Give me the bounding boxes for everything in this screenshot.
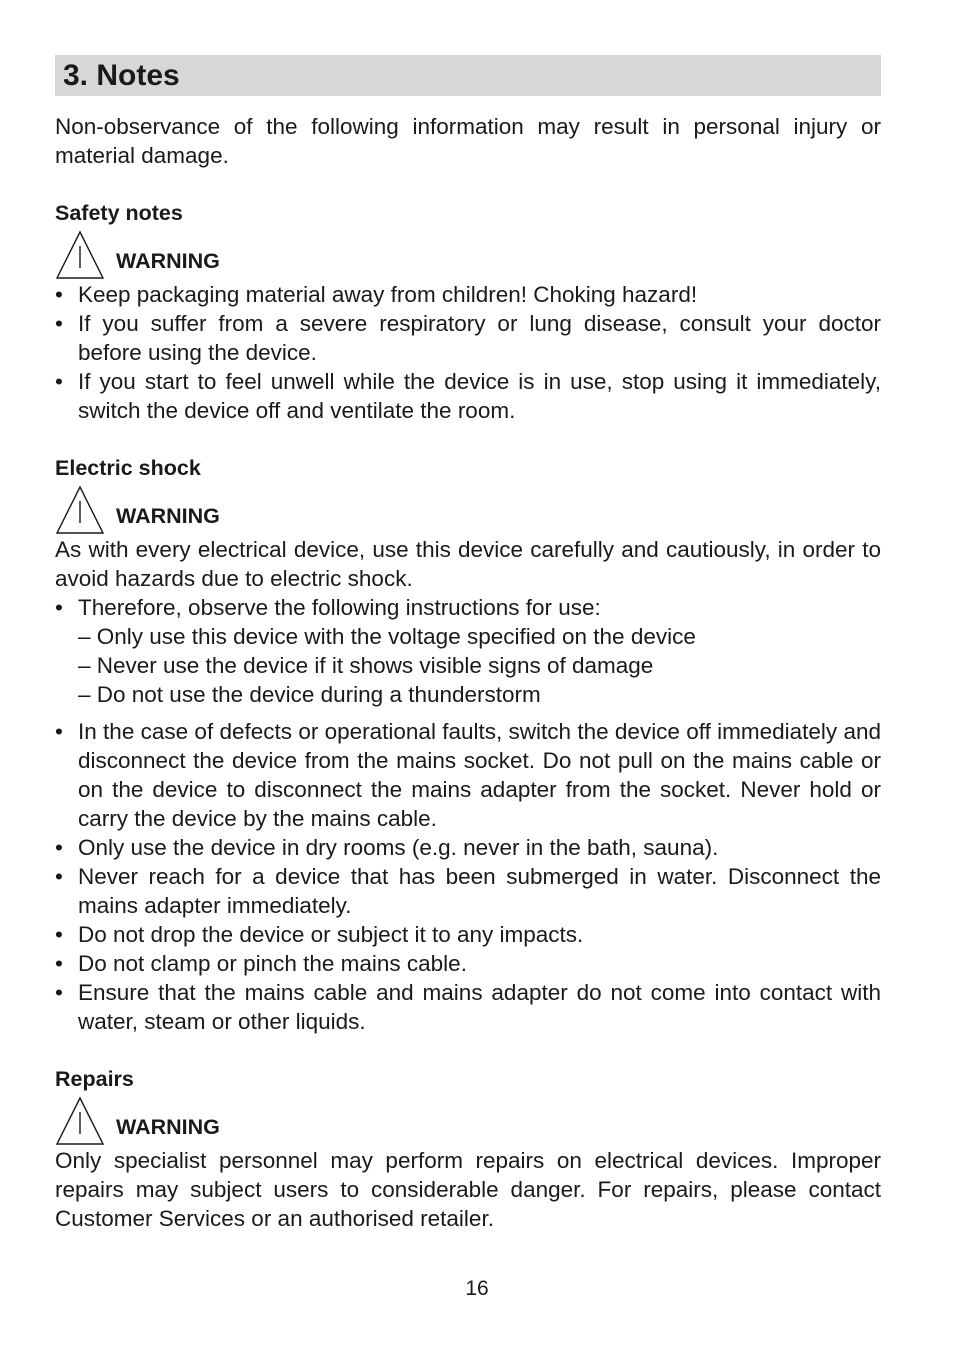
list-item: • Only use the device in dry rooms (e.g. never in the bath, sauna). <box>55 835 719 860</box>
repairs-paragraph: Only specialist personnel may perform repairs on electrical devices. Improper repairs may subject users to considerable danger. For repairs, please contact Customer Services or an authorised retailer. <box>55 1148 881 1231</box>
sub-list-item: – Never use the device if it shows visible signs of damage <box>78 653 654 678</box>
page-title: 3. Notes <box>63 58 180 92</box>
warning-label: WARNING <box>116 1115 220 1139</box>
repairs-warning <box>55 1094 881 1146</box>
list-item: • Never reach for a device that has been submerged in water. Disconnect the mains adapter immediately. <box>55 864 881 918</box>
warning-triangle-icon <box>55 1096 105 1146</box>
page-number: 16 <box>465 1277 489 1300</box>
electric-shock-section <box>55 454 881 1036</box>
list-item: • Therefore, observe the following instructions for use: <box>55 595 601 620</box>
section-heading-bar <box>55 55 881 96</box>
electric-bullet-list-2 <box>55 717 881 1036</box>
repairs-section <box>55 1065 881 1233</box>
warning-label: WARNING <box>116 504 220 528</box>
sub-list-item: – Do not use the device during a thunderstorm <box>78 682 541 707</box>
list-item: • If you start to feel unwell while the device is in use, stop using it immediately, switch the device off and ventilate the room. <box>55 369 881 423</box>
list-item: • Do not clamp or pinch the mains cable. <box>55 951 467 976</box>
repairs-title: Repairs <box>55 1067 134 1091</box>
warning-triangle-icon <box>55 230 105 280</box>
safety-notes-title: Safety notes <box>55 201 183 225</box>
document-page <box>55 55 881 1233</box>
list-item: • In the case of defects or operational faults, switch the device off immediately and disconnect the device from the mains socket. Do not pull on the mains cable or on the device to disconnect the mains adapter from the socket. Never hold or carry the device by the mains cable. <box>55 719 881 831</box>
list-item: • Ensure that the mains cable and mains adapter do not come into contact with water, steam or other liquids. <box>55 980 881 1034</box>
safety-notes-section <box>55 199 881 425</box>
electric-intro-paragraph: As with every electrical device, use this device carefully and cautiously, in order to avoid hazards due to electric shock. <box>55 537 881 591</box>
warning-label: WARNING <box>116 249 220 273</box>
list-item: • If you suffer from a severe respiratory or lung disease, consult your doctor before using the device. <box>55 311 881 365</box>
electric-bullet-list <box>55 593 881 622</box>
electric-warning <box>55 483 881 535</box>
intro-paragraph: Non-observance of the following information may result in personal injury or material damage. <box>55 114 881 168</box>
electric-shock-title: Electric shock <box>55 456 201 480</box>
list-item: • Do not drop the device or subject it to any impacts. <box>55 922 584 947</box>
safety-bullet-list <box>55 280 881 425</box>
warning-triangle-icon <box>55 485 105 535</box>
safety-warning <box>55 228 881 280</box>
list-item: • Keep packaging material away from children! Choking hazard! <box>55 282 698 307</box>
sub-list-item: – Only use this device with the voltage specified on the device <box>78 624 696 649</box>
